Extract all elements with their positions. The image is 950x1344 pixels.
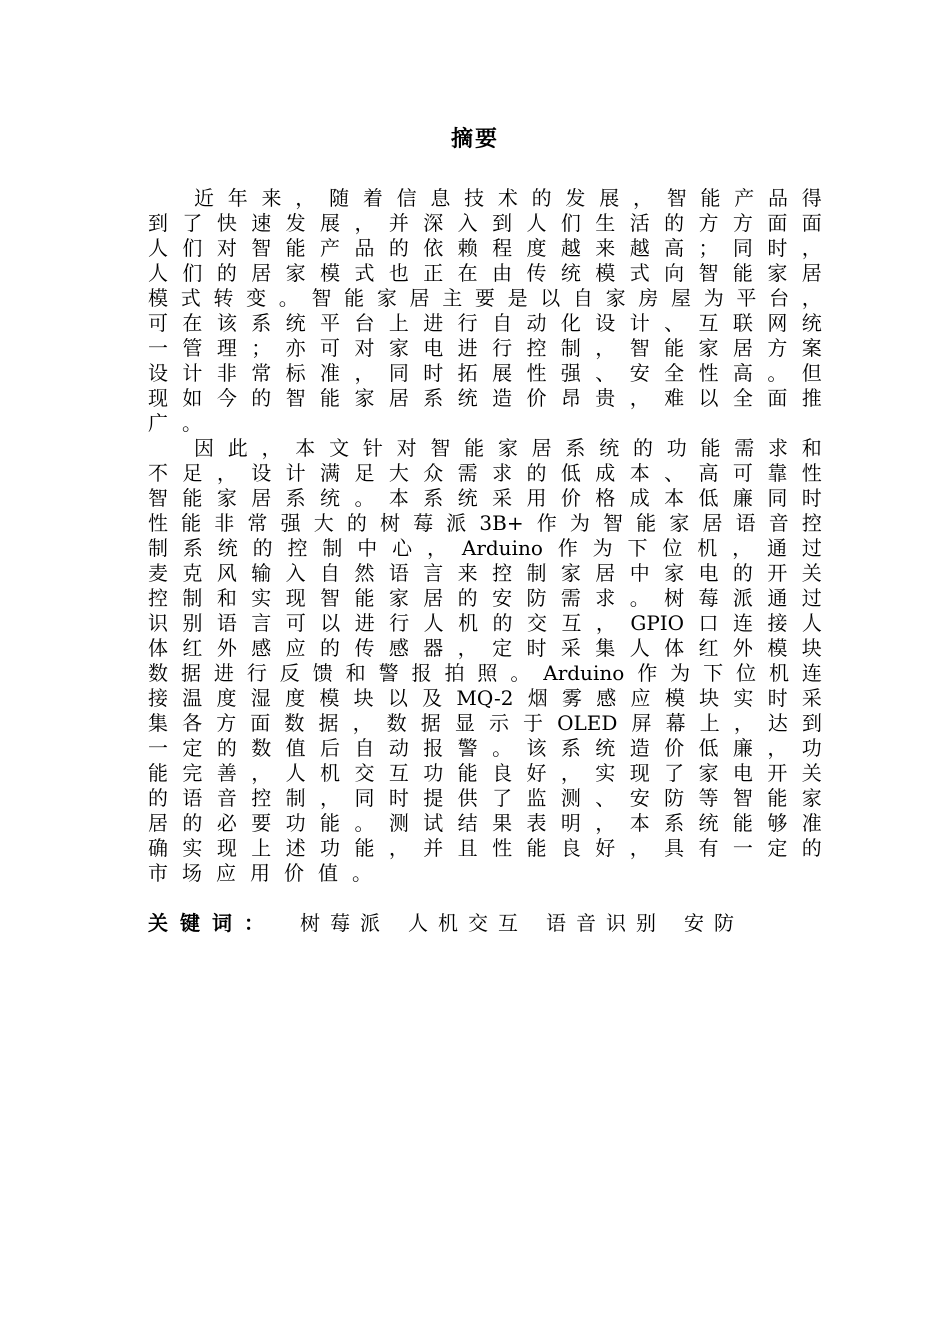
paragraph-line: 的 语 音 控 制 ， 同 时 提 供 了 监 测 、 安 防 等 智 能 家 xyxy=(148,786,822,810)
paragraph-line: 一 管 理 ； 亦 可 对 家 电 进 行 控 制 ， 智 能 家 居 方 案 xyxy=(148,336,822,360)
paragraph-line: 体 红 外 感 应 的 传 感 器 ， 定 时 采 集 人 体 红 外 模 块 xyxy=(148,636,822,660)
abstract-body xyxy=(148,186,822,886)
paragraph-line: 集 各 方 面 数 据 ， 数 据 显 示 于 OLED 屏 幕 上 ， 达 到 xyxy=(148,711,822,735)
paragraph-line: 现 如 今 的 智 能 家 居 系 统 造 价 昂 贵 ， 难 以 全 面 推 xyxy=(148,386,822,410)
paragraph-line: 性 能 非 常 强 大 的 树 莓 派 3B+ 作 为 智 能 家 居 语 音 控 xyxy=(148,511,822,535)
paragraph-line: 麦 克 风 输 入 自 然 语 言 来 控 制 家 居 中 家 电 的 开 关 xyxy=(148,561,822,585)
paragraph-line: 数 据 进 行 反 馈 和 警 报 拍 照 。 Arduino 作 为 下 位 机 连 xyxy=(148,661,822,685)
keywords-row xyxy=(148,908,822,938)
paragraph-line: 控 制 和 实 现 智 能 家 居 的 安 防 需 求 。 树 莓 派 通 过 xyxy=(148,586,822,610)
paragraph-line: 一 定 的 数 值 后 自 动 报 警 。 该 系 统 造 价 低 廉 ， 功 xyxy=(148,736,822,760)
paragraph-line: 智 能 家 居 系 统 。 本 系 统 采 用 价 格 成 本 低 廉 同 时 xyxy=(148,486,822,510)
paragraph-line: 到 了 快 速 发 展 ， 并 深 入 到 人 们 生 活 的 方 方 面 面 xyxy=(148,211,822,235)
paragraph-line: 人 们 的 居 家 模 式 也 正 在 由 传 统 模 式 向 智 能 家 居 xyxy=(148,261,822,285)
keyword-item: 安防 xyxy=(684,911,744,935)
keyword-item: 树莓派 xyxy=(300,911,390,935)
paragraph-line: 市 场 应 用 价 值 。 xyxy=(148,861,372,885)
paragraph-line: 确 实 现 上 述 功 能 ， 并 且 性 能 良 好 ， 具 有 一 定 的 xyxy=(148,836,822,860)
paragraph-2 xyxy=(148,436,822,886)
paragraph-line: 能 完 善 ， 人 机 交 互 功 能 良 好 ， 实 现 了 家 电 开 关 xyxy=(148,761,822,785)
paragraph-line: 可 在 该 系 统 平 台 上 进 行 自 动 化 设 计 、 互 联 网 统 xyxy=(148,311,822,335)
paragraph-1 xyxy=(148,186,822,436)
paragraph-line: 识 别 语 言 可 以 进 行 人 机 的 交 互 ， GPIO 口 连 接 人 xyxy=(148,611,822,635)
paragraph-line: 居 的 必 要 功 能 。 测 试 结 果 表 明 ， 本 系 统 能 够 准 xyxy=(148,811,822,835)
paragraph-line: 广 。 xyxy=(148,411,202,435)
paragraph-line: 接 温 度 湿 度 模 块 以 及 MQ-2 烟 雾 感 应 模 块 实 时 采 xyxy=(148,686,822,710)
keyword-item: 人机交互 xyxy=(408,911,528,935)
keyword-item: 语音识别 xyxy=(546,911,666,935)
paragraph-line: 近 年 来 ， 随 着 信 息 技 术 的 发 展 ， 智 能 产 品 得 xyxy=(194,186,822,210)
paragraph-line: 不 足 ， 设 计 满 足 大 众 需 求 的 低 成 本 、 高 可 靠 性 xyxy=(148,461,822,485)
paragraph-line: 模 式 转 变 。 智 能 家 居 主 要 是 以 自 家 房 屋 为 平 台 ， xyxy=(148,286,822,310)
paragraph-line: 制 系 统 的 控 制 中 心 ， Arduino 作 为 下 位 机 ， 通 过 xyxy=(148,536,822,560)
paragraph-line: 因 此 ， 本 文 针 对 智 能 家 居 系 统 的 功 能 需 求 和 xyxy=(194,436,822,460)
keywords-label: 关键词： xyxy=(148,911,276,935)
paragraph-line: 人 们 对 智 能 产 品 的 依 赖 程 度 越 来 越 高 ； 同 时 ， xyxy=(148,236,822,260)
page-title: 摘要 xyxy=(450,127,499,152)
paragraph-line: 设 计 非 常 标 准 ， 同 时 拓 展 性 强 、 安 全 性 高 。 但 xyxy=(148,361,822,385)
